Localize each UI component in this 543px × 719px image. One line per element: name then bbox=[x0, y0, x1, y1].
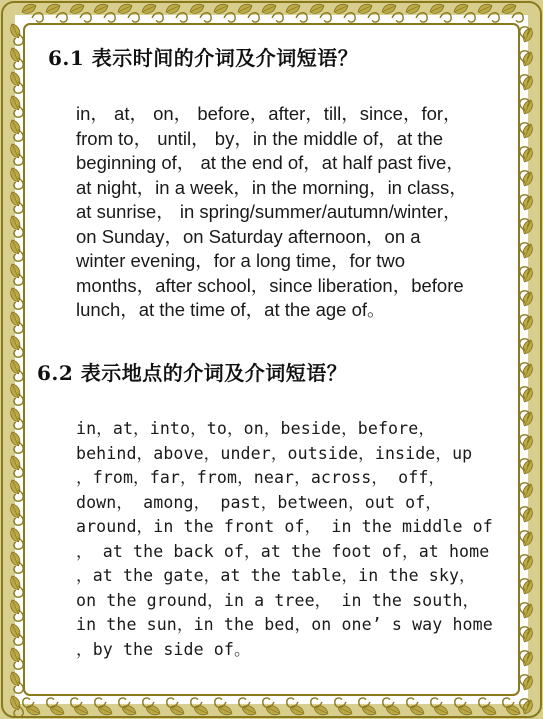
section-2-line: on the ground，in a tree， in the south， bbox=[76, 590, 480, 610]
section-2-line: ， at the back of，at the foot of，at home bbox=[76, 541, 490, 561]
section-1-line: from to， until， by，in the middle of，at the bbox=[76, 127, 444, 149]
section-1-line: on Sunday，on Saturday afternoon，on a bbox=[76, 225, 421, 247]
section-2-line: in，at，into，to，on，beside，before， bbox=[76, 419, 436, 438]
section-2-line: ，by the side of。 bbox=[76, 639, 251, 659]
section-2-line: ，at the gate，at the table，in the sky， bbox=[76, 566, 476, 585]
section-1-line: at sunrise， in spring/summer/autumn/winter， bbox=[76, 201, 462, 222]
section-1-title: 6.1 表示时间的介词及介词短语？ bbox=[48, 46, 359, 70]
section-2-line: ，from，far，from，near，across， off， bbox=[76, 468, 446, 487]
section-2-line: down， among， past，between，out of， bbox=[76, 492, 442, 512]
section-2-line: in the sun，in the bed，on one’ s way home bbox=[76, 615, 493, 634]
section-1-line: in， at， on， before，after，till，since，for， bbox=[76, 103, 462, 124]
section-2-body bbox=[76, 417, 506, 662]
section-1-line: winter evening，for a long time，for two bbox=[76, 250, 406, 271]
content-panel bbox=[30, 30, 513, 689]
section-1-line: months，after school，since liberation，before bbox=[76, 274, 464, 296]
section-2-line: around，in the front of， in the middle of bbox=[76, 517, 493, 536]
section-1-line: lunch，at the time of，at the age of。 bbox=[76, 299, 386, 320]
section-2-line: behind，above，under，outside，inside，up bbox=[76, 443, 473, 463]
section-2-title: 6.2 表示地点的介词及介词短语？ bbox=[37, 361, 348, 385]
section-1-line: at night，in a week，in the morning，in class， bbox=[76, 176, 468, 198]
section-1-line: beginning of， at the end of，at half past five， bbox=[76, 152, 465, 173]
section-1-body bbox=[76, 102, 506, 323]
